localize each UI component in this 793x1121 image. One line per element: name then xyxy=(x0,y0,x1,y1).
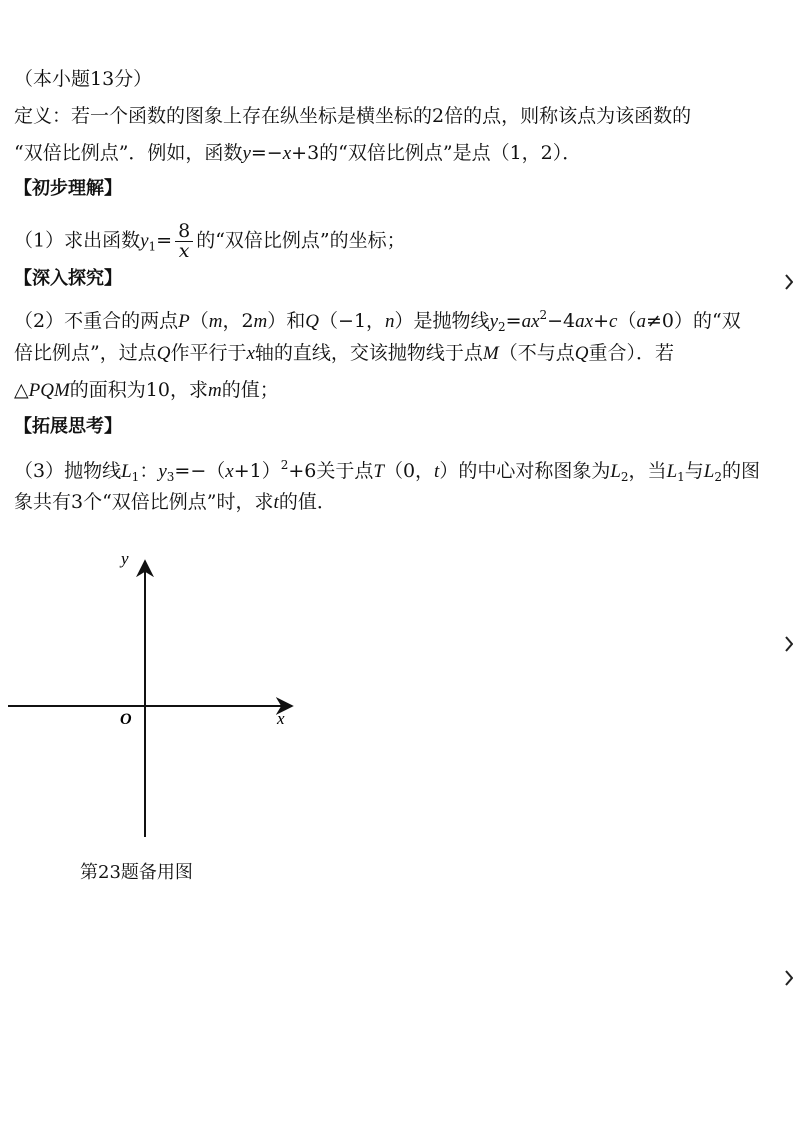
x-axis-label: x xyxy=(277,709,285,728)
y-axis-label: y xyxy=(121,549,129,568)
question-2-line-2: 倍比例点”，过点Q作平行于x轴的直线，交该抛物线于点M（不与点Q重合）．若 xyxy=(14,342,675,364)
chevron-right-icon xyxy=(783,968,793,988)
score-note: （本小题13分） xyxy=(14,68,153,90)
origin-label: O xyxy=(120,711,132,728)
chevron-right-icon xyxy=(783,272,793,292)
question-3-line-1: （3）抛物线$L_1$：$y_3=-(x+1)^2+6$关于点T（0，t）的中心对称图象为$L_2$，当$L_1$与$L_2$的图 xyxy=(14,458,761,484)
chevron-right-icon xyxy=(783,634,793,654)
figure-caption: 第23题备用图 xyxy=(80,862,193,883)
section-heading-1: 【初步理解】 xyxy=(14,178,122,199)
coordinate-figure xyxy=(0,545,320,900)
coordinate-axes xyxy=(0,545,320,895)
question-2-line-3: △PQM的面积为10，求m的值； xyxy=(14,379,279,401)
question-2-line-1: （2）不重合的两点P（m，2m）和Q（−1，n）是抛物线$y_2=ax^2-4ax+c(a\ne 0)$的“双 xyxy=(14,308,741,334)
definition-line-2: “双倍比例点”．例如，函数y=−x+3的“双倍比例点”是点（1，2）． xyxy=(14,142,582,164)
question-1: （1）求出函数$y_1=$ $\frac{8}{x}$ 的“双倍比例点”的坐标； xyxy=(14,220,406,262)
section-heading-2: 【深入探究】 xyxy=(14,268,122,289)
question-3-line-2: 象共有3个“双倍比例点”时，求t的值． xyxy=(14,491,336,513)
definition-line-1: 定义：若一个函数的图象上存在纵坐标是横坐标的2倍的点，则称该点为该函数的 xyxy=(14,105,692,127)
section-heading-3: 【拓展思考】 xyxy=(14,416,122,437)
fraction: $\frac{8}{x}$ xyxy=(175,222,193,261)
